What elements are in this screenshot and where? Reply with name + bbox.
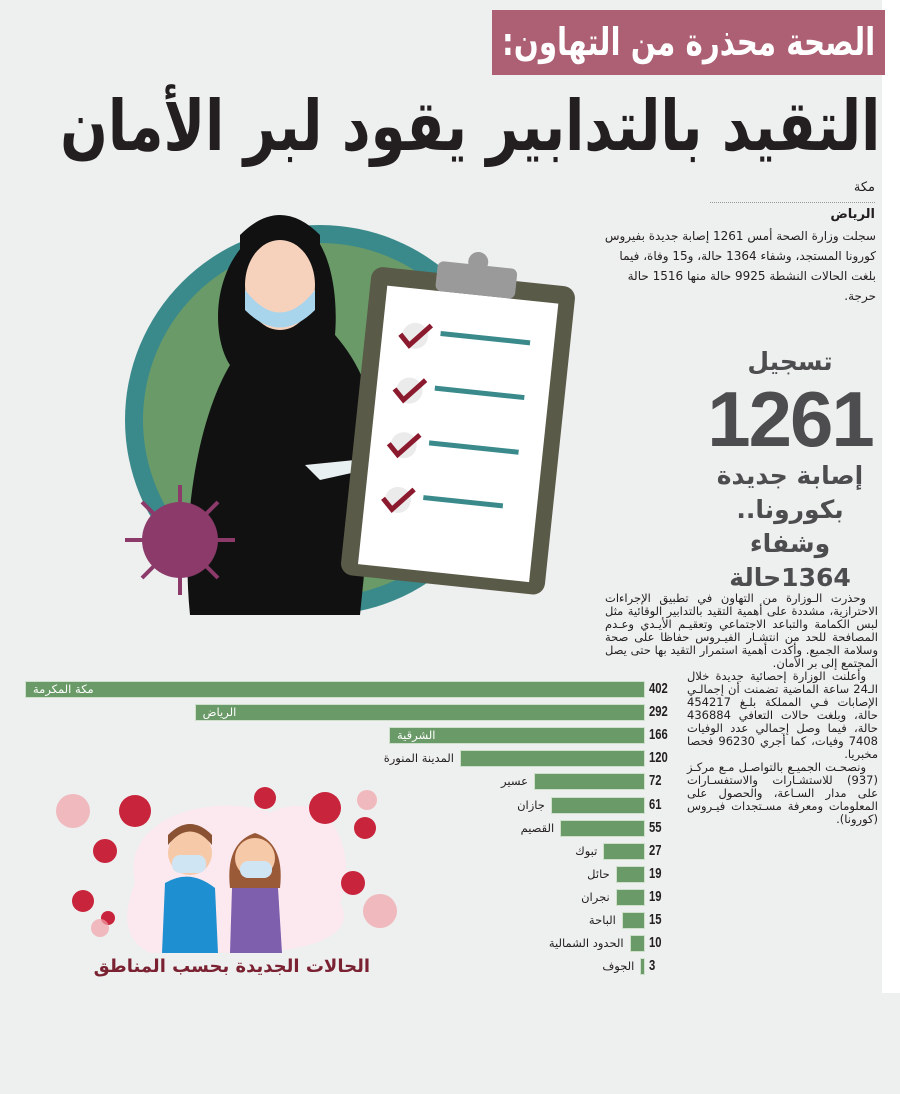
dateline-city-secondary: الرياض xyxy=(830,207,875,222)
bar-label: الجوف xyxy=(602,959,635,974)
bar-value: 55 xyxy=(649,818,662,836)
bar xyxy=(195,704,645,721)
divider xyxy=(710,202,875,203)
stat-line: بكورونا.. xyxy=(736,495,844,524)
stat-line: تسجيل xyxy=(747,347,833,376)
stat-line: إصابة جديدة xyxy=(716,461,864,490)
bar-value: 15 xyxy=(649,911,662,928)
bar xyxy=(25,681,645,698)
bar xyxy=(640,958,645,975)
bar-value: 61 xyxy=(649,795,662,813)
article-body xyxy=(605,592,878,1094)
bar-label: نجران xyxy=(581,889,610,904)
bar-value: 27 xyxy=(649,841,662,859)
bar-label: الشرقية xyxy=(396,728,436,743)
bar xyxy=(603,843,645,860)
bar-value: 292 xyxy=(649,703,668,721)
article-paragraph: وأعلنت الوزارة إحصائية جديدة خلال الـ24 ساعة الماضية تضمنت أن إجمالـي الإصابات فـي المملكة بلـغ 454217 حالة، وبلغت حالات التعافي 436884 حالة، فيما وصل إجمالي عدد الوفيات 7408 وفيات، كما أجري 96230 فحصا مخبريا. xyxy=(687,669,878,761)
bar-value: 72 xyxy=(649,772,662,790)
clipboard-icon xyxy=(340,241,579,596)
bar xyxy=(551,797,645,814)
bar xyxy=(630,935,645,952)
lead-paragraph: سجلت وزارة الصحة أمس 1261 إصابة جديدة بفيروس كورونا المستجد، وشفاء 1364 حالة، و15 وفاة، فيما بلغت الحالات النشطة 9925 حالة منها 1516 حالة حرجة. xyxy=(604,229,876,303)
masked-people-illustration xyxy=(40,778,420,953)
bar-label: عسير xyxy=(501,774,528,789)
page-margin xyxy=(882,0,900,993)
nurse-clipboard-illustration xyxy=(120,215,598,635)
bar-value: 120 xyxy=(649,749,668,767)
woman-figure xyxy=(229,833,282,953)
bar xyxy=(616,866,645,883)
headline-text: التقيد بالتدابير يقود لبر الأمان xyxy=(59,85,880,167)
bar-label: جازان xyxy=(517,797,545,812)
bar-value: 19 xyxy=(649,887,662,905)
bar xyxy=(534,773,645,790)
bar xyxy=(560,820,645,837)
bar-label: الباحة xyxy=(588,913,616,927)
kicker-banner xyxy=(492,10,885,75)
bar xyxy=(616,889,645,906)
bar-value: 166 xyxy=(649,726,668,744)
bar-label: مكة المكرمة xyxy=(33,682,94,696)
stat-number: 1261 xyxy=(707,375,873,463)
chart-title: الحالات الجديدة بحسب المناطق xyxy=(93,956,370,977)
bar-value: 3 xyxy=(649,957,656,975)
highlight-stat xyxy=(700,345,880,595)
bar-label: القصيم xyxy=(520,820,555,835)
bar-label: حائل xyxy=(587,866,610,881)
stat-line: وشفاء xyxy=(749,529,831,558)
dateline-city: مكة xyxy=(853,180,875,195)
bar-label: المدينة المنورة xyxy=(383,751,454,766)
bar xyxy=(622,912,645,929)
article-paragraph: ونصحـت الجميـع بالتواصـل مـع مركـز (937) للاستشـارات والاستفسـارات على مدار السـاعة، والحصول على المعلومات ومعرفة مسـتجدات فيـروس (كورونا). xyxy=(687,760,878,826)
bar-value: 402 xyxy=(649,680,668,697)
headline xyxy=(40,78,880,174)
stat-line: 1364حالة xyxy=(729,563,851,592)
kicker-text: الصحة محذرة من التهاون: xyxy=(501,20,875,64)
article-paragraph: وحذرت الـوزارة من التهاون في تطبيق الإجراءات الاحترازية، مشددة على أهمية التقيد بالتدابير الوقائية مثل لبس الكمامة والتباعد الاجتماعي وتعقيـم الأيـدي وعـدم المصافحة للحد من انتشـار الفيـروس حفاظا على صحة وسلامة الجميع. وأكدت أهمية استمرار التقيد بها حتى يصل المجتمع إلى بر الأمان. xyxy=(605,591,878,670)
bar-value: 19 xyxy=(649,864,662,882)
man-figure xyxy=(162,824,218,953)
bar-label: الرياض xyxy=(202,705,237,720)
bar xyxy=(460,750,645,767)
bar-label: تبوك xyxy=(575,843,598,858)
bar-label: الحدود الشمالية xyxy=(548,936,624,951)
bar-value: 10 xyxy=(649,934,662,952)
